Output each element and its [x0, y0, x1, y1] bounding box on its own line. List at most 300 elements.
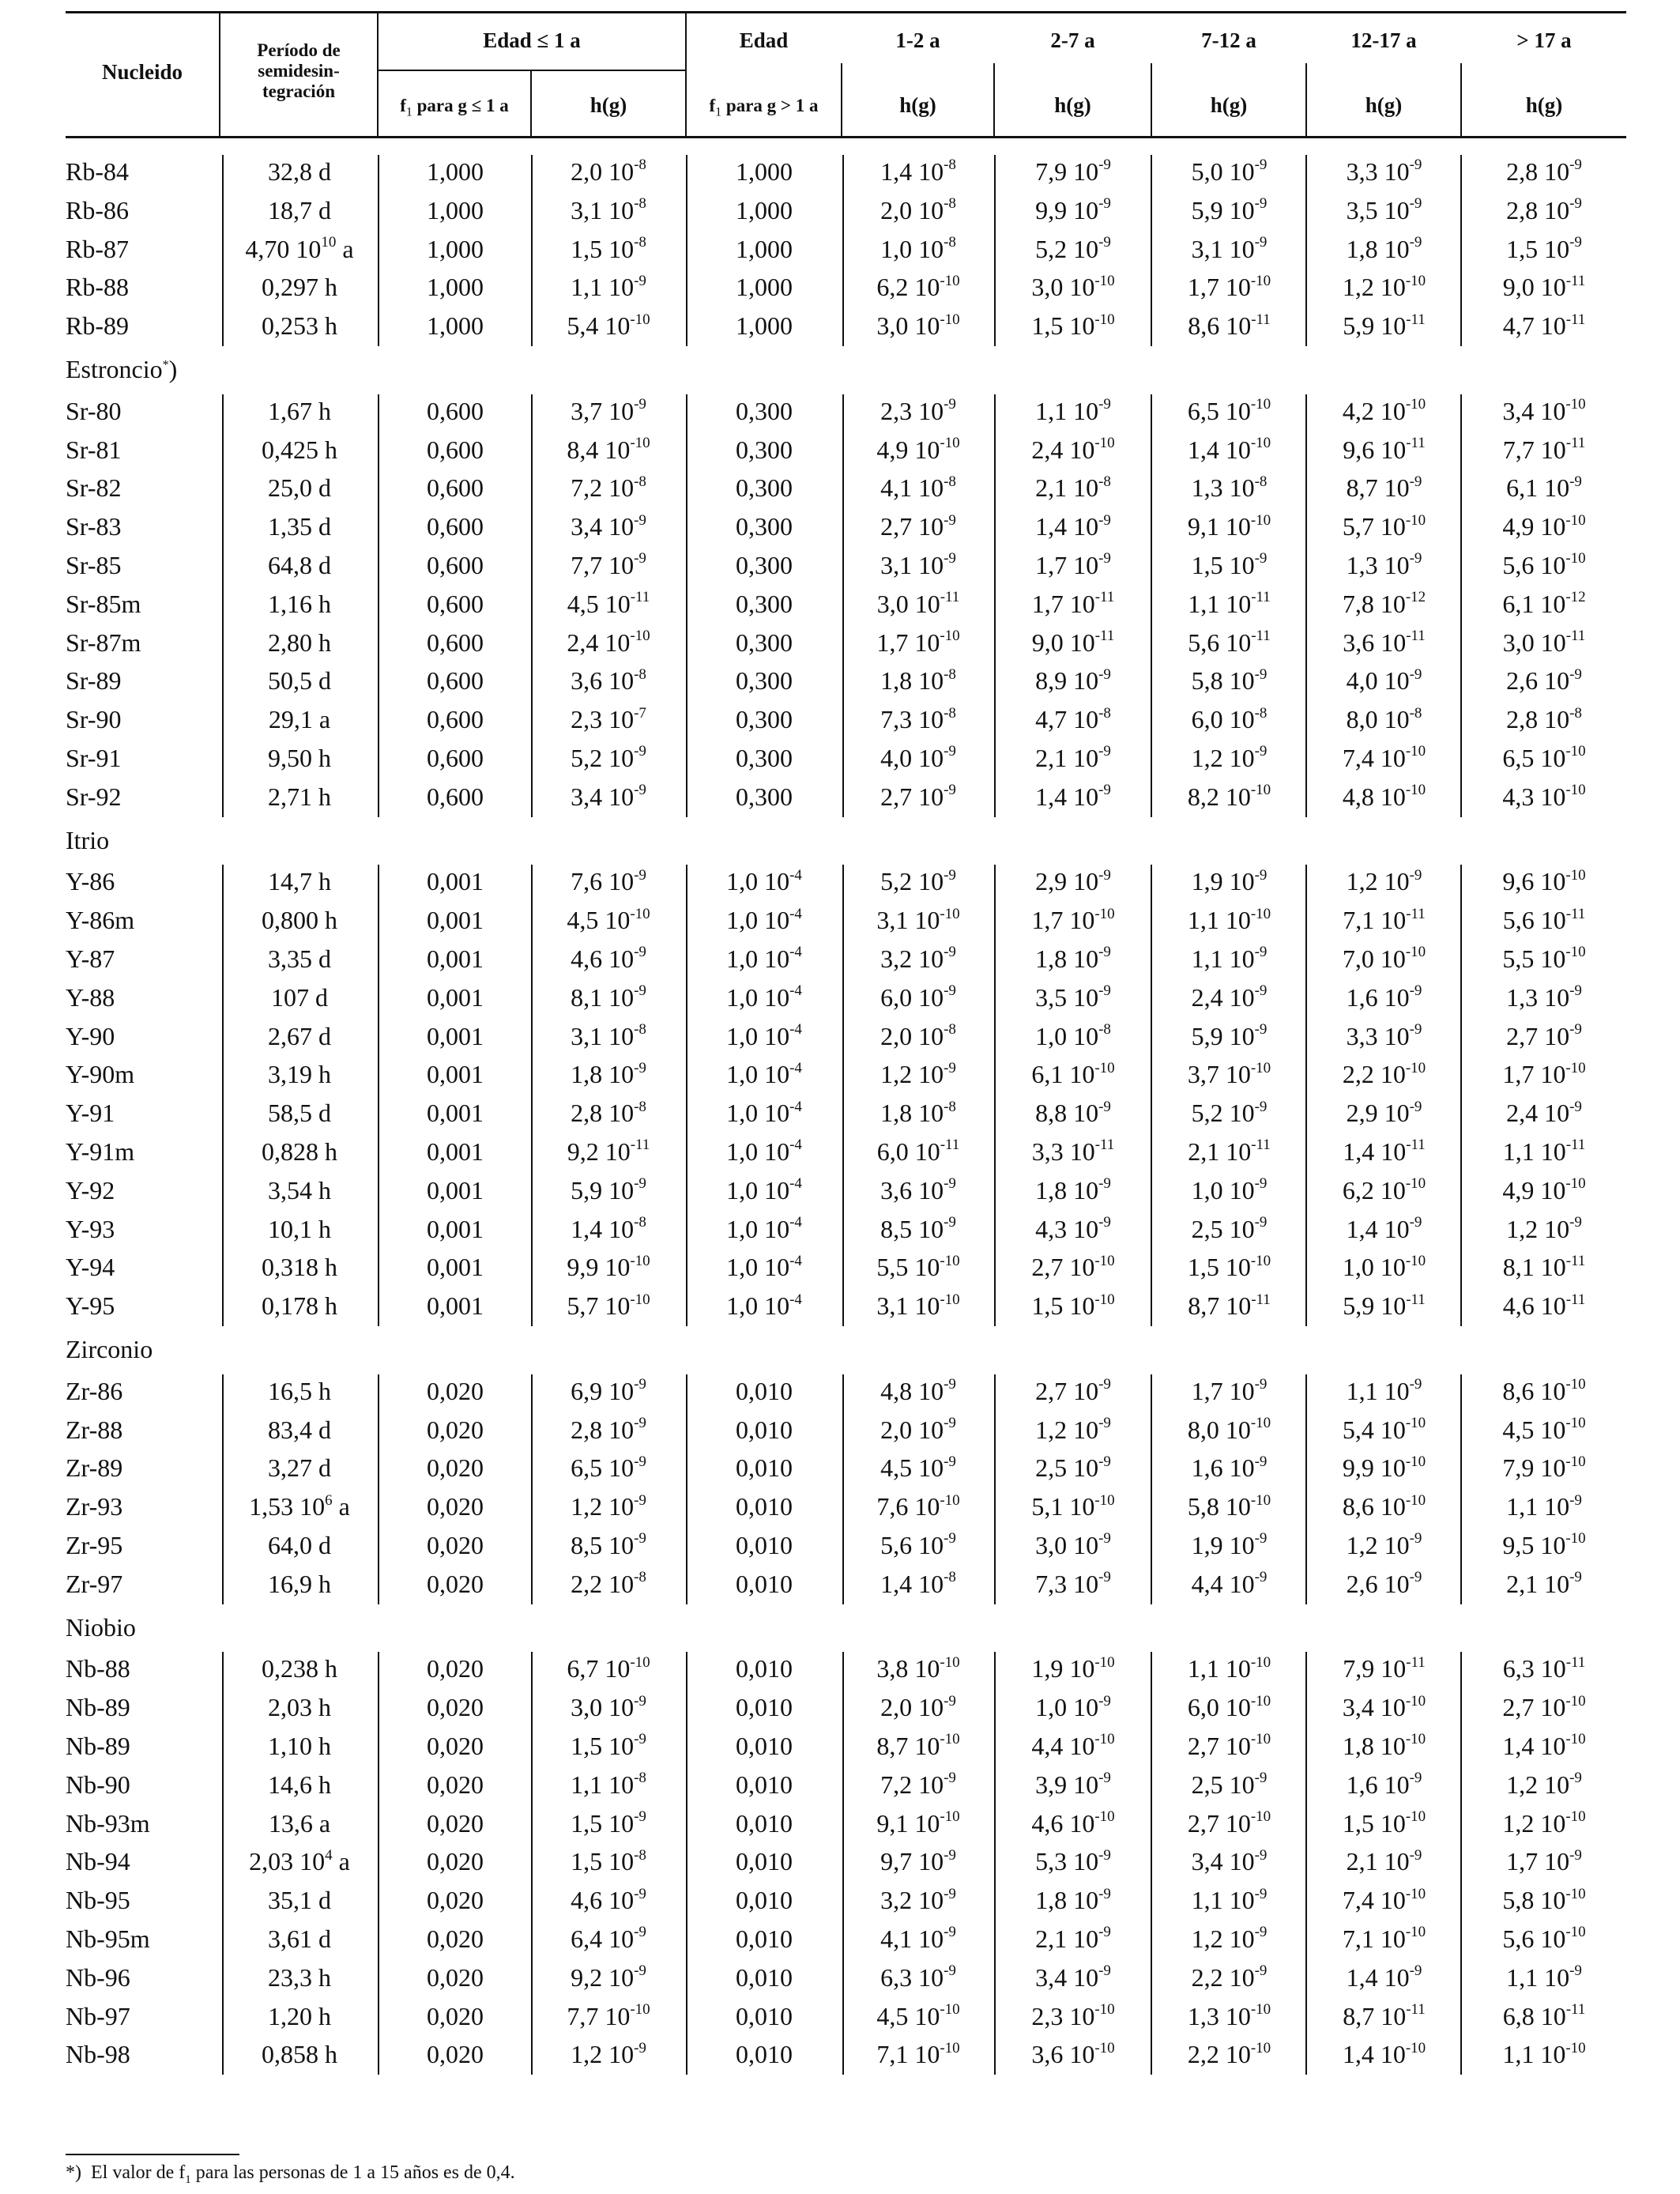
f1-le1-cell: 0,001 [427, 944, 484, 973]
nuclide-cell: Y-88 [66, 982, 115, 1012]
header-h-g: h(g) [1210, 93, 1248, 117]
f1-le1-cell: 0,600 [427, 435, 484, 464]
h-12-17-cell: 3,3 $10^{-9}$ [1346, 156, 1422, 186]
h-gt17-cell: 2,7 $10^{-10}$ [1502, 1692, 1586, 1722]
column-rule [378, 155, 379, 346]
table-row [0, 1410, 1680, 1449]
half-life-cell: 2,67 d [268, 1021, 331, 1050]
h-le1-cell: 6,7 $10^{-10}$ [567, 1653, 650, 1683]
h-1-2-cell: 4,0 $10^{-9}$ [880, 743, 956, 772]
h-12-17-cell: 4,2 $10^{-10}$ [1342, 396, 1426, 425]
nuclide-cell: Rb-89 [66, 311, 129, 341]
h-2-7-cell: 3,0 $10^{-9}$ [1035, 1530, 1111, 1559]
h-le1-cell: 1,1 $10^{-8}$ [571, 1770, 646, 1799]
header-half-life-3: tegración [262, 81, 335, 101]
half-life-cell: 0,178 h [262, 1291, 337, 1321]
table-row [0, 1919, 1680, 1958]
h-le1-cell: 1,8 $10^{-9}$ [571, 1059, 646, 1089]
h-le1-cell: 5,4 $10^{-10}$ [567, 311, 650, 341]
h-1-2-cell: 3,2 $10^{-9}$ [880, 944, 956, 973]
h-7-12-cell: 1,1 $10^{-9}$ [1191, 944, 1268, 973]
nuclide-cell: Sr-92 [66, 782, 122, 811]
f1-le1-cell: 0,001 [427, 906, 484, 935]
h-1-2-cell: 3,1 $10^{-10}$ [876, 905, 960, 935]
f1-le1-cell: 0,001 [427, 1291, 484, 1321]
h-2-7-cell: 2,3 $10^{-10}$ [1031, 2000, 1115, 2030]
h-le1-cell: 9,9 $10^{-10}$ [567, 1252, 650, 1282]
f1-gt1-cell: 0,010 [736, 1732, 793, 1760]
column-rule [842, 1652, 844, 2075]
half-life-cell: 0,425 h [262, 435, 337, 464]
f1-gt1-cell: 0,010 [736, 1886, 793, 1915]
nuclide-cell: Y-90 [66, 1021, 115, 1050]
h-2-7-cell: 7,9 $10^{-9}$ [1035, 156, 1111, 186]
nuclide-cell: Sr-80 [66, 396, 122, 425]
half-life-cell: 0,828 h [262, 1137, 337, 1166]
h-7-12-cell: 1,5 $10^{-10}$ [1187, 1252, 1271, 1282]
h-gt17-cell: 2,7 $10^{-9}$ [1506, 1020, 1582, 1050]
f1-le1-cell: 0,001 [427, 1099, 484, 1128]
h-1-2-cell: 7,1 $10^{-10}$ [876, 2039, 960, 2069]
h-le1-cell: 1,4 $10^{-8}$ [571, 1213, 646, 1243]
table-row [0, 1132, 1680, 1171]
h-7-12-cell: 1,1 $10^{-9}$ [1191, 1885, 1268, 1915]
table-row [0, 861, 1680, 901]
nuclide-cell: Nb-95 [66, 1886, 130, 1915]
half-life-cell: 0,253 h [262, 311, 337, 341]
h-le1-cell: 1,1 $10^{-9}$ [571, 272, 646, 302]
h-2-7-cell: 1,1 $10^{-9}$ [1035, 396, 1111, 425]
h-12-17-cell: 5,9 $10^{-11}$ [1343, 1291, 1426, 1321]
f1-le1-cell: 0,020 [427, 1415, 484, 1444]
column-rule [1305, 1652, 1307, 2075]
f1-le1-cell: 0,001 [427, 1021, 484, 1050]
h-1-2-cell: 1,4 $10^{-8}$ [880, 156, 956, 186]
h-2-7-cell: 2,5 $10^{-9}$ [1035, 1453, 1111, 1483]
h-gt17-cell: 4,7 $10^{-11}$ [1502, 311, 1586, 341]
column-rule [686, 1374, 687, 1604]
h-gt17-cell: 6,1 $10^{-9}$ [1506, 473, 1582, 503]
h-gt17-cell: 8,1 $10^{-11}$ [1502, 1252, 1586, 1282]
h-1-2-cell: 2,0 $10^{-8}$ [880, 195, 956, 224]
h-le1-cell: 8,1 $10^{-9}$ [571, 982, 646, 1012]
h-1-2-cell: 1,2 $10^{-9}$ [880, 1059, 956, 1089]
h-2-7-cell: 2,4 $10^{-10}$ [1031, 434, 1115, 464]
nuclide-cell: Y-90m [66, 1060, 135, 1089]
h-12-17-cell: 9,9 $10^{-10}$ [1342, 1453, 1426, 1483]
header-age-le1: Edad ≤ 1 a [483, 28, 581, 52]
nuclide-cell: Zr-86 [66, 1376, 123, 1405]
f1-le1-cell: 0,001 [427, 982, 484, 1012]
f1-le1-cell: 1,000 [427, 195, 484, 224]
column-rule [1151, 1652, 1152, 2075]
h-2-7-cell: 4,3 $10^{-9}$ [1035, 1213, 1111, 1243]
h-le1-cell: 2,8 $10^{-9}$ [571, 1414, 646, 1444]
h-1-2-cell: 2,0 $10^{-9}$ [880, 1692, 956, 1722]
nuclide-cell: Nb-94 [66, 1847, 130, 1876]
h-2-7-cell: 6,1 $10^{-10}$ [1031, 1059, 1115, 1089]
h-7-12-cell: 6,5 $10^{-10}$ [1187, 396, 1271, 425]
h-7-12-cell: 5,6 $10^{-11}$ [1188, 627, 1271, 657]
h-7-12-cell: 1,9 $10^{-9}$ [1191, 866, 1268, 896]
header-f1-gt1: $f_1$ para g > 1 a [709, 96, 819, 119]
half-life-cell: 1,35 d [268, 512, 331, 541]
f1-le1-cell: 1,000 [427, 311, 484, 341]
h-7-12-cell: 9,1 $10^{-10}$ [1187, 511, 1271, 541]
f1-gt1-cell: 0,300 [736, 589, 793, 618]
half-life-cell: 107 d [271, 982, 328, 1012]
f1-le1-cell: 0,020 [427, 1962, 484, 1992]
h-12-17-cell: 5,9 $10^{-11}$ [1343, 311, 1426, 341]
nuclide-cell: Sr-87m [66, 628, 141, 657]
half-life-cell: 1,53 $10^6$ a [249, 1491, 350, 1521]
h-1-2-cell: 5,2 $10^{-9}$ [880, 866, 956, 896]
h-le1-cell: 9,2 $10^{-9}$ [571, 1962, 646, 1992]
h-7-12-cell: 5,9 $10^{-9}$ [1191, 195, 1268, 224]
half-life-cell: 58,5 d [268, 1099, 331, 1128]
h-gt17-cell: 1,7 $10^{-9}$ [1506, 1846, 1582, 1876]
h-1-2-cell: 5,6 $10^{-9}$ [880, 1530, 956, 1559]
h-le1-cell: 1,2 $10^{-9}$ [571, 1491, 646, 1521]
h-12-17-cell: 7,8 $10^{-12}$ [1342, 589, 1426, 618]
f1-gt1-cell: 1,0 $10^{-4}$ [726, 1059, 802, 1089]
f1-le1-cell: 0,001 [427, 1175, 484, 1204]
f1-le1-cell: 0,600 [427, 666, 484, 696]
f1-le1-cell: 0,020 [427, 1886, 484, 1915]
nuclide-cell: Zr-95 [66, 1531, 123, 1559]
half-life-cell: 32,8 d [268, 157, 331, 186]
h-7-12-cell: 2,2 $10^{-10}$ [1187, 2039, 1271, 2069]
h-1-2-cell: 2,3 $10^{-9}$ [880, 396, 956, 425]
h-2-7-cell: 2,1 $10^{-9}$ [1035, 1924, 1111, 1953]
header-h-g: h(g) [590, 93, 627, 117]
column-rule [531, 155, 533, 346]
h-le1-cell: 2,0 $10^{-8}$ [571, 156, 646, 186]
h-7-12-cell: 1,0 $10^{-9}$ [1191, 1175, 1268, 1204]
half-life-cell: 16,5 h [268, 1376, 331, 1405]
nuclide-cell: Rb-86 [66, 195, 129, 224]
table-row [0, 391, 1680, 431]
h-gt17-cell: 2,8 $10^{-9}$ [1506, 195, 1582, 224]
header-half-life-2: semidesin- [258, 61, 340, 81]
h-12-17-cell: 7,1 $10^{-11}$ [1343, 905, 1426, 935]
table-row [0, 545, 1680, 585]
half-life-cell: 3,54 h [268, 1175, 331, 1204]
f1-gt1-cell: 0,010 [736, 2001, 793, 2030]
column-rule [842, 1374, 844, 1604]
table-row [0, 1958, 1680, 1997]
h-12-17-cell: 7,4 $10^{-10}$ [1342, 1885, 1426, 1915]
h-gt17-cell: 4,9 $10^{-10}$ [1502, 511, 1586, 541]
h-1-2-cell: 7,2 $10^{-9}$ [880, 1770, 956, 1799]
half-life-cell: 14,7 h [268, 867, 331, 896]
h-2-7-cell: 7,3 $10^{-9}$ [1035, 1569, 1111, 1598]
h-2-7-cell: 1,0 $10^{-8}$ [1035, 1020, 1111, 1050]
h-2-7-cell: 4,6 $10^{-10}$ [1031, 1808, 1115, 1838]
h-12-17-cell: 1,2 $10^{-10}$ [1342, 272, 1426, 302]
table-row [0, 1286, 1680, 1325]
h-7-12-cell: 5,9 $10^{-9}$ [1191, 1020, 1268, 1050]
f1-gt1-cell: 0,300 [736, 782, 793, 811]
h-gt17-cell: 5,6 $10^{-10}$ [1502, 1924, 1586, 1953]
nuclide-cell: Y-87 [66, 944, 115, 973]
h-1-2-cell: 4,5 $10^{-9}$ [880, 1453, 956, 1483]
h-gt17-cell: 6,5 $10^{-10}$ [1502, 743, 1586, 772]
h-7-12-cell: 1,1 $10^{-10}$ [1187, 905, 1271, 935]
nuclide-cell: Y-91m [66, 1137, 135, 1166]
nuclide-cell: Zr-89 [66, 1453, 123, 1483]
f1-gt1-cell: 1,000 [736, 311, 793, 341]
h-12-17-cell: 1,3 $10^{-9}$ [1346, 550, 1422, 579]
h-1-2-cell: 3,6 $10^{-9}$ [880, 1175, 956, 1204]
h-12-17-cell: 2,9 $10^{-9}$ [1346, 1098, 1422, 1128]
h-1-2-cell: 3,1 $10^{-10}$ [876, 1291, 960, 1321]
column-rule [531, 1652, 533, 2075]
h-gt17-cell: 6,3 $10^{-11}$ [1502, 1653, 1586, 1683]
column-rule [222, 1652, 224, 2075]
table-row [0, 777, 1680, 816]
nuclide-cell: Nb-89 [66, 1732, 130, 1760]
h-le1-cell: 6,9 $10^{-9}$ [571, 1376, 646, 1405]
column-rule [1151, 155, 1152, 346]
h-12-17-cell: 1,1 $10^{-9}$ [1346, 1376, 1422, 1405]
f1-gt1-cell: 0,010 [736, 2040, 793, 2069]
table-row [0, 1247, 1680, 1287]
table-row [0, 1448, 1680, 1487]
h-2-7-cell: 1,0 $10^{-9}$ [1035, 1692, 1111, 1722]
nuclide-cell: Nb-93m [66, 1808, 150, 1838]
h-7-12-cell: 8,7 $10^{-11}$ [1188, 1291, 1271, 1321]
f1-gt1-cell: 0,300 [736, 666, 793, 696]
half-life-cell: 35,1 d [268, 1886, 331, 1915]
h-2-7-cell: 3,3 $10^{-11}$ [1031, 1137, 1115, 1166]
h-gt17-cell: 5,6 $10^{-11}$ [1502, 905, 1586, 935]
half-life-cell: 1,16 h [268, 589, 331, 618]
h-gt17-cell: 3,4 $10^{-10}$ [1502, 396, 1586, 425]
header-h-g: h(g) [899, 93, 936, 117]
f1-le1-cell: 0,001 [427, 1253, 484, 1282]
f1-le1-cell: 0,600 [427, 628, 484, 657]
h-7-12-cell: 5,8 $10^{-10}$ [1187, 1491, 1271, 1521]
nuclide-cell: Nb-96 [66, 1962, 130, 1992]
column-rule [378, 394, 379, 817]
h-gt17-cell: 7,7 $10^{-11}$ [1502, 434, 1586, 464]
h-1-2-cell: 2,7 $10^{-9}$ [880, 511, 956, 541]
h-1-2-cell: 7,6 $10^{-10}$ [876, 1491, 960, 1521]
h-2-7-cell: 2,7 $10^{-10}$ [1031, 1252, 1115, 1282]
f1-gt1-cell: 1,0 $10^{-4}$ [726, 1098, 802, 1128]
nuclide-cell: Sr-85m [66, 589, 141, 618]
h-1-2-cell: 4,5 $10^{-10}$ [876, 2000, 960, 2030]
h-12-17-cell: 3,6 $10^{-11}$ [1343, 627, 1426, 657]
nuclide-cell: Sr-85 [66, 551, 122, 579]
h-le1-cell: 4,6 $10^{-9}$ [571, 1885, 646, 1915]
h-gt17-cell: 2,8 $10^{-9}$ [1506, 156, 1582, 186]
f1-gt1-cell: 1,0 $10^{-4}$ [726, 982, 802, 1012]
table-row [0, 584, 1680, 624]
h-7-12-cell: 1,1 $10^{-10}$ [1187, 1653, 1271, 1683]
column-rule [994, 865, 996, 1326]
h-2-7-cell: 5,3 $10^{-9}$ [1035, 1846, 1111, 1876]
f1-gt1-cell: 1,0 $10^{-4}$ [726, 1175, 802, 1204]
h-le1-cell: 1,2 $10^{-9}$ [571, 2039, 646, 2069]
column-rule [1305, 865, 1307, 1326]
h-7-12-cell: 8,0 $10^{-10}$ [1187, 1414, 1271, 1444]
f1-le1-cell: 0,020 [427, 1924, 484, 1953]
section-title: Itrio [66, 825, 110, 854]
h-12-17-cell: 1,8 $10^{-9}$ [1346, 233, 1422, 263]
column-rule [531, 865, 533, 1326]
f1-gt1-cell: 1,0 $10^{-4}$ [726, 866, 802, 896]
h-7-12-cell: 4,4 $10^{-9}$ [1191, 1569, 1268, 1598]
f1-le1-cell: 0,600 [427, 551, 484, 579]
f1-gt1-cell: 0,300 [736, 435, 793, 464]
table-row [0, 468, 1680, 507]
nuclide-cell: Y-94 [66, 1253, 115, 1282]
h-le1-cell: 5,2 $10^{-9}$ [571, 743, 646, 772]
h-7-12-cell: 1,1 $10^{-11}$ [1188, 589, 1271, 618]
column-rule [842, 155, 844, 346]
h-gt17-cell: 9,0 $10^{-11}$ [1502, 272, 1586, 302]
nuclide-cell: Nb-98 [66, 2040, 130, 2069]
h-gt17-cell: 1,2 $10^{-10}$ [1502, 1808, 1586, 1838]
table-row [0, 1804, 1680, 1843]
half-life-cell: 0,297 h [262, 273, 337, 302]
column-rule [531, 394, 533, 817]
h-gt17-cell: 1,1 $10^{-9}$ [1506, 1491, 1582, 1521]
h-12-17-cell: 7,9 $10^{-11}$ [1343, 1653, 1426, 1683]
h-gt17-cell: 1,7 $10^{-10}$ [1502, 1059, 1586, 1089]
nuclide-cell: Zr-88 [66, 1415, 123, 1444]
h-2-7-cell: 1,8 $10^{-9}$ [1035, 1885, 1111, 1915]
h-12-17-cell: 1,6 $10^{-9}$ [1346, 1770, 1422, 1799]
h-le1-cell: 3,7 $10^{-9}$ [571, 396, 646, 425]
h-2-7-cell: 1,7 $10^{-11}$ [1031, 589, 1115, 618]
f1-le1-cell: 0,020 [427, 2001, 484, 2030]
column-rule [994, 1374, 996, 1604]
table-row [0, 1765, 1680, 1804]
h-le1-cell: 3,1 $10^{-8}$ [571, 195, 646, 224]
h-7-12-cell: 5,8 $10^{-9}$ [1191, 665, 1268, 696]
nuclide-cell: Y-86m [66, 906, 135, 935]
h-gt17-cell: 8,6 $10^{-10}$ [1502, 1376, 1586, 1405]
h-2-7-cell: 4,7 $10^{-8}$ [1035, 704, 1111, 734]
column-rule [222, 1374, 224, 1604]
f1-le1-cell: 0,600 [427, 473, 484, 503]
table-row [0, 507, 1680, 546]
h-7-12-cell: 1,9 $10^{-9}$ [1191, 1530, 1268, 1559]
h-le1-cell: 1,5 $10^{-8}$ [571, 233, 646, 263]
h-le1-cell: 8,4 $10^{-10}$ [567, 434, 650, 464]
table-row [0, 900, 1680, 940]
column-rule [222, 394, 224, 817]
half-life-cell: 14,6 h [268, 1770, 331, 1799]
h-7-12-cell: 1,3 $10^{-8}$ [1191, 473, 1268, 503]
f1-le1-cell: 0,600 [427, 396, 484, 425]
h-12-17-cell: 6,2 $10^{-10}$ [1342, 1175, 1426, 1204]
nuclide-cell: Y-93 [66, 1214, 115, 1243]
h-7-12-cell: 1,2 $10^{-9}$ [1191, 743, 1268, 772]
f1-gt1-cell: 0,010 [736, 1654, 793, 1683]
half-life-cell: 3,19 h [268, 1060, 331, 1089]
column-rule [994, 1652, 996, 2075]
table-row [0, 1649, 1680, 1688]
h-2-7-cell: 1,7 $10^{-9}$ [1035, 550, 1111, 579]
f1-gt1-cell: 1,000 [736, 195, 793, 224]
h-12-17-cell: 2,2 $10^{-10}$ [1342, 1059, 1426, 1089]
f1-le1-cell: 0,020 [427, 1732, 484, 1760]
nuclide-cell: Zr-93 [66, 1492, 123, 1521]
h-2-7-cell: 3,6 $10^{-10}$ [1031, 2039, 1115, 2069]
h-le1-cell: 7,6 $10^{-9}$ [571, 866, 646, 896]
table-row [0, 1564, 1680, 1604]
half-life-cell: 10,1 h [268, 1214, 331, 1243]
h-gt17-cell: 1,1 $10^{-11}$ [1502, 1137, 1586, 1166]
table-row [0, 190, 1680, 230]
h-12-17-cell: 1,2 $10^{-9}$ [1346, 1530, 1422, 1559]
h-12-17-cell: 1,4 $10^{-11}$ [1343, 1137, 1426, 1166]
column-rule [1305, 155, 1307, 346]
header-h-g: h(g) [1054, 93, 1091, 117]
table-row [0, 1209, 1680, 1249]
f1-gt1-cell: 1,0 $10^{-4}$ [726, 1137, 802, 1166]
h-gt17-cell: 4,9 $10^{-10}$ [1502, 1175, 1586, 1204]
h-12-17-cell: 1,4 $10^{-9}$ [1346, 1213, 1422, 1243]
nuclide-cell: Sr-91 [66, 744, 122, 772]
header-f1-le1: $f_1$ para g ≤ 1 a [400, 96, 509, 119]
half-life-cell: 3,35 d [268, 944, 331, 973]
half-life-cell: 2,71 h [268, 782, 331, 811]
half-life-cell: 25,0 d [268, 473, 331, 503]
f1-gt1-cell: 1,0 $10^{-4}$ [726, 905, 802, 935]
column-rule [1151, 865, 1152, 1326]
section-title: Niobio [66, 1612, 136, 1642]
column-rule [1460, 394, 1462, 817]
h-1-2-cell: 3,0 $10^{-10}$ [876, 311, 960, 341]
h-7-12-cell: 2,5 $10^{-9}$ [1191, 1770, 1268, 1799]
h-le1-cell: 8,5 $10^{-9}$ [571, 1530, 646, 1559]
f1-gt1-cell: 0,010 [736, 1770, 793, 1799]
nuclide-cell: Rb-88 [66, 273, 129, 302]
h-7-12-cell: 3,7 $10^{-10}$ [1187, 1059, 1271, 1089]
half-life-cell: 0,858 h [262, 2040, 337, 2069]
table-row [0, 738, 1680, 778]
h-2-7-cell: 3,9 $10^{-9}$ [1035, 1770, 1111, 1799]
header-age-2-7: 2-7 a [1050, 28, 1095, 52]
h-2-7-cell: 8,9 $10^{-9}$ [1035, 665, 1111, 696]
h-2-7-cell: 5,1 $10^{-10}$ [1031, 1491, 1115, 1521]
f1-le1-cell: 0,020 [427, 1770, 484, 1799]
f1-le1-cell: 0,600 [427, 782, 484, 811]
header-h-g: h(g) [1365, 93, 1403, 117]
half-life-cell: 50,5 d [268, 666, 331, 696]
h-1-2-cell: 6,0 $10^{-11}$ [876, 1137, 960, 1166]
f1-gt1-cell: 1,000 [736, 157, 793, 186]
column-rule [1151, 1374, 1152, 1604]
nuclide-cell: Zr-97 [66, 1569, 123, 1598]
h-7-12-cell: 8,6 $10^{-11}$ [1188, 311, 1271, 341]
half-life-cell: 0,238 h [262, 1654, 337, 1683]
h-1-2-cell: 3,0 $10^{-11}$ [876, 589, 960, 618]
h-12-17-cell: 1,8 $10^{-10}$ [1342, 1731, 1426, 1760]
h-2-7-cell: 3,4 $10^{-9}$ [1035, 1962, 1111, 1992]
f1-le1-cell: 0,600 [427, 589, 484, 618]
half-life-cell: 2,80 h [268, 628, 331, 657]
h-le1-cell: 2,2 $10^{-8}$ [571, 1569, 646, 1598]
half-life-cell: 1,20 h [268, 2001, 331, 2030]
column-rule [1460, 1652, 1462, 2075]
header-h-g: h(g) [1525, 93, 1563, 117]
